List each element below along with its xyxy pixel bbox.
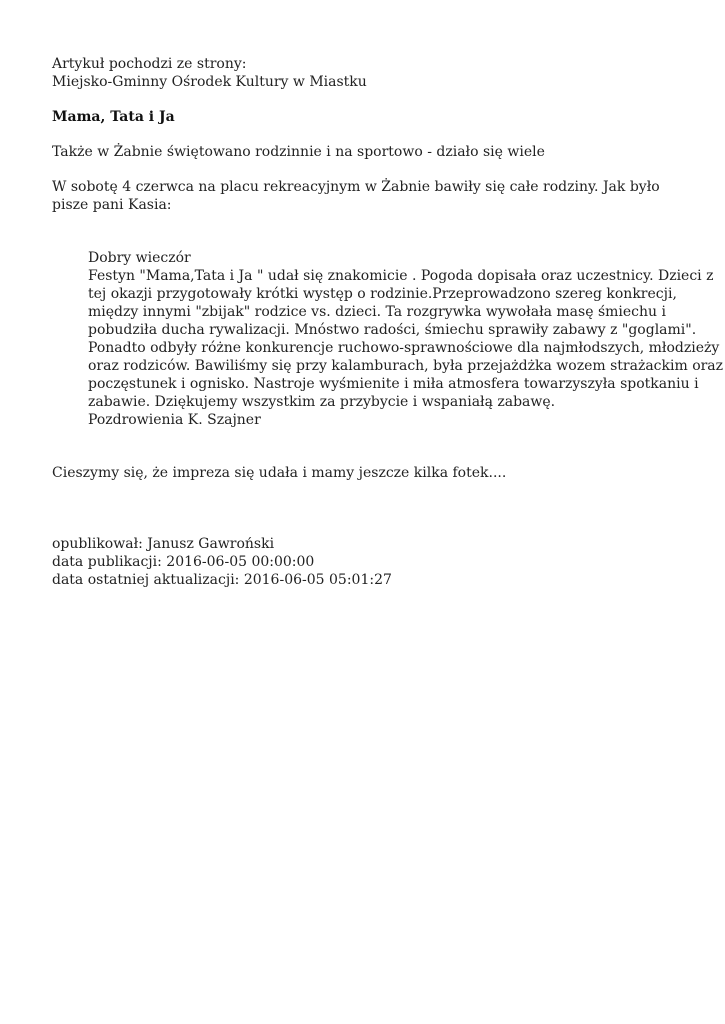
quoted-letter	[88, 249, 724, 429]
quote-line: tej okazji przygotowały krótki występ o rodzinie.Przeprowadzono szereg konkrecji,	[88, 286, 677, 302]
quote-line: Ponadto odbyły różne konkurencje ruchowo-sprawnościowe dla najmłodszych, młodzieży	[88, 340, 720, 356]
quote-line: Dobry wieczór	[88, 250, 191, 266]
article-lead: Także w Żabnie świętowano rodzinnie i na sportowo - działo się wiele	[52, 144, 545, 160]
publication-meta	[52, 535, 672, 589]
quote-line: pobudziła ducha rywalizacji. Mnóstwo radości, śmiechu sprawiły zabawy z "goglami".	[88, 322, 697, 338]
quote-line: Festyn "Mama,Tata i Ja " udał się znakomicie . Pogoda dopisała oraz uczestnicy. Dzieci z	[88, 268, 714, 284]
article-title: Mama, Tata i Ja	[52, 109, 175, 125]
source-attribution	[52, 55, 672, 91]
document-page	[52, 55, 724, 589]
source-site-name: Miejsko-Gminny Ośrodek Kultury w Miastku	[52, 74, 367, 90]
published-date: data publikacji: 2016-06-05 00:00:00	[52, 554, 315, 570]
quote-line: między innymi "zbijak" rodzice vs. dzieci. Ta rozgrywka wywołała masę śmiechu i	[88, 304, 666, 320]
published-by: opublikował: Janusz Gawroński	[52, 536, 275, 552]
quote-line: poczęstunek i ognisko. Nastroje wyśmienite i miła atmosfera towarzyszyła spotkaniu i	[88, 376, 699, 392]
quote-signature: Pozdrowienia K. Szajner	[88, 412, 261, 428]
updated-date: data ostatniej aktualizacji: 2016-06-05 05:01:27	[52, 572, 392, 588]
source-label: Artykuł pochodzi ze strony:	[52, 56, 247, 72]
article-intro: W sobotę 4 czerwca na placu rekreacyjnym w Żabnie bawiły się całe rodziny. Jak było pisze pani Kasia:	[52, 179, 660, 213]
quote-line: zabawie. Dziękujemy wszystkim za przybycie i wspaniałą zabawę.	[88, 394, 556, 410]
quote-line: oraz rodziców. Bawiliśmy się przy kalamburach, była przejażdżka wozem strażackim oraz	[88, 358, 724, 374]
article-closing: Cieszymy się, że impreza się udała i mamy jeszcze kilka fotek....	[52, 465, 507, 481]
